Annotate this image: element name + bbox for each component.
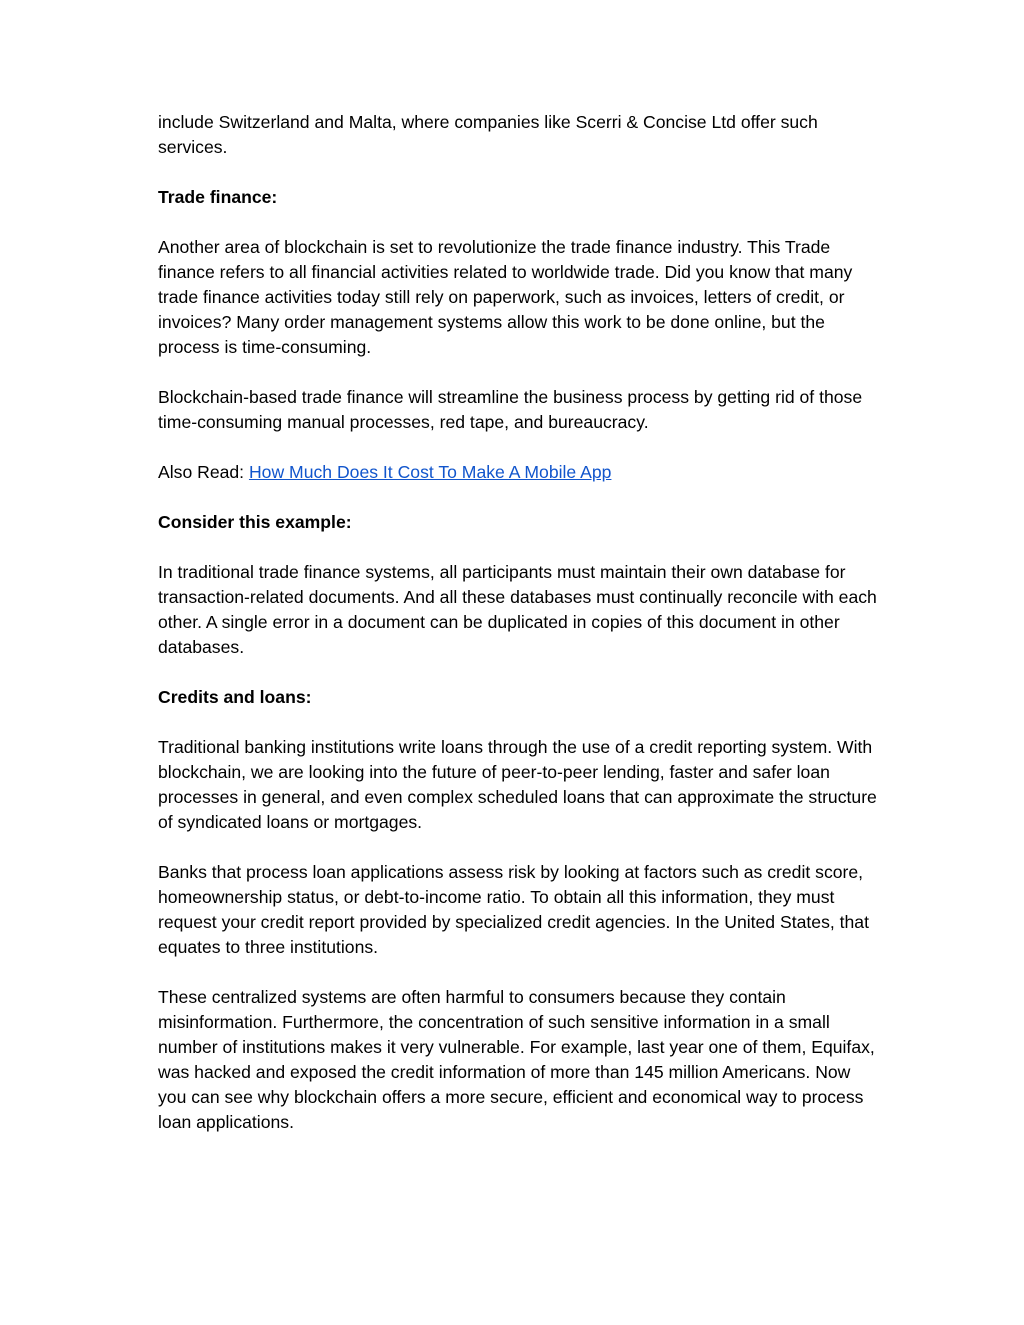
also-read-prefix: Also Read: [158,462,249,482]
trade-finance-paragraph-1: Another area of blockchain is set to revolutionize the trade finance industry. This Trade finance refers to all financial activities related to worldwide trade. Did you know that many trade finance activities today still rely on paperwork, such as invoices, letters of credit, or invoices? Many order management systems allow this work to be done online, but the process is time-consuming. [158,237,853,357]
credits-loans-paragraph-2: Banks that process loan applications assess risk by looking at factors such as credit score, homeownership status, or debt-to-income ratio. To obtain all this information, they must request your credit report provided by specialized credit agencies. In the United States, that equates to three institutions. [158,862,869,957]
example-paragraph: In traditional trade finance systems, all participants must maintain their own database for transaction-related documents. And all these databases must continually reconcile with each other. A single error in a document can be duplicated in copies of this document in other databases. [158,562,877,657]
document-page [158,110,878,1160]
trade-finance-paragraph-2: Blockchain-based trade finance will streamline the business process by getting rid of those time-consuming manual processes, red tape, and bureaucracy. [158,387,863,432]
also-read-line [158,460,878,485]
credits-loans-paragraph-1: Traditional banking institutions write loans through the use of a credit reporting system. With blockchain, we are looking into the future of peer-to-peer lending, faster and safer loan processes in general, and even complex scheduled loans that can approximate the structure of syndicated loans or mortgages. [158,737,877,832]
intro-continuation-paragraph: include Switzerland and Malta, where companies like Scerri & Concise Ltd offer such services. [158,112,818,157]
also-read-link[interactable]: How Much Does It Cost To Make A Mobile App [248,462,612,482]
example-heading: Consider this example: [158,512,352,532]
trade-finance-heading: Trade finance: [158,187,278,207]
credits-loans-heading: Credits and loans: [158,687,312,707]
credits-loans-paragraph-3: These centralized systems are often harmful to consumers because they contain misinformation. Furthermore, the concentration of such sensitive information in a small number of institutions makes it very vulnerable. For example, last year one of them, Equifax, was hacked and exposed the credit information of more than 145 million Americans. Now you can see why blockchain offers a more secure, efficient and economical way to process loan applications. [158,987,875,1132]
